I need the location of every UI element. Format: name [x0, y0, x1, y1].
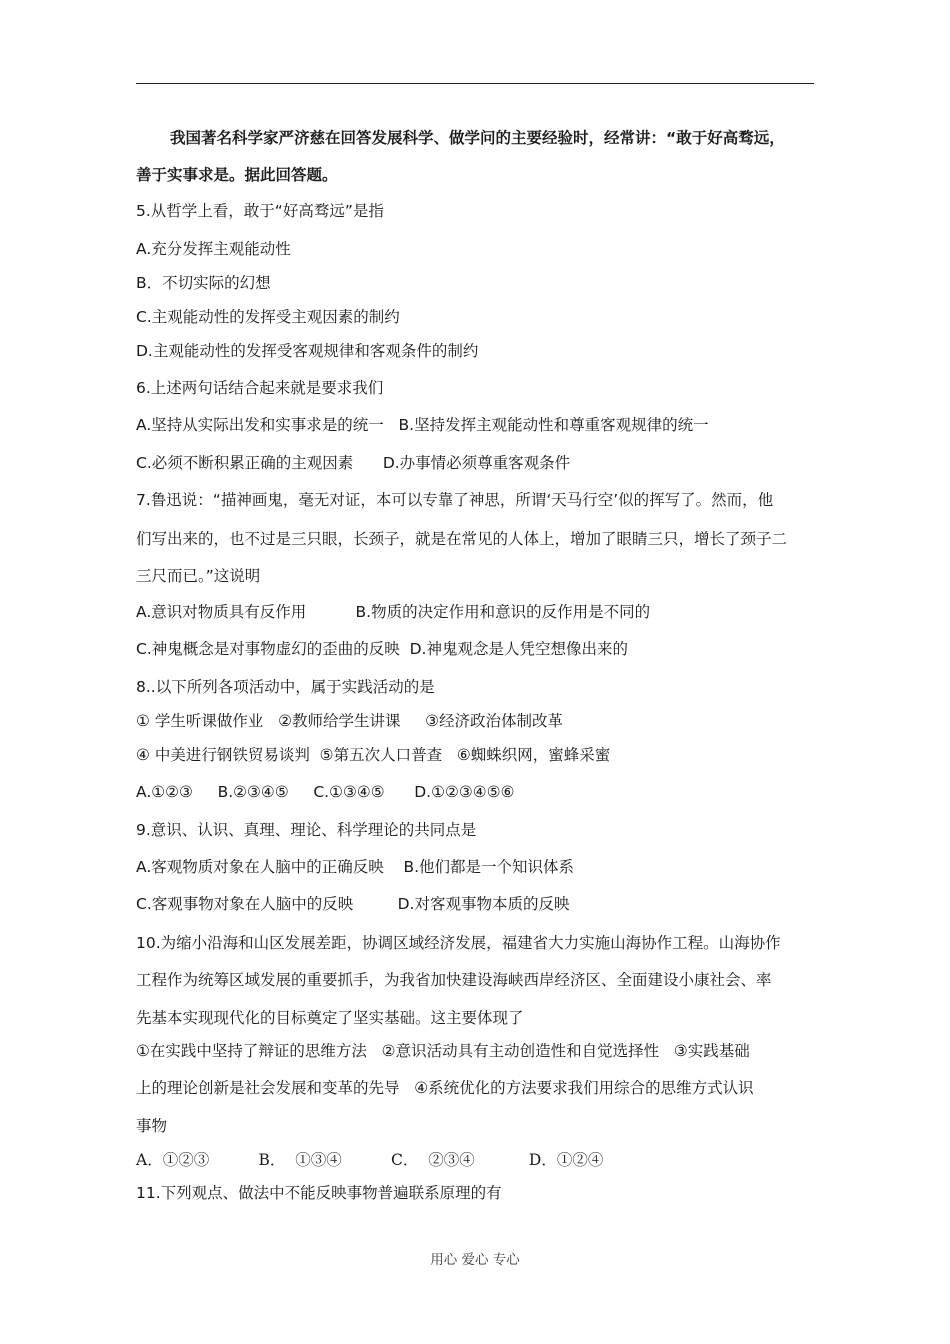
q6-options-ab: A.坚持从实际出发和实事求是的统一 B.坚持发挥主观能动性和尊重客观规律的统一 [136, 416, 709, 434]
q7-options-ab: A.意识对物质具有反作用 B.物质的决定作用和意识的反作用是不同的 [136, 603, 651, 621]
q7-stem-1: 7.鲁迅说：“描神画鬼，毫无对证，本可以专靠了神思，所谓‘天马行空’似的挥写了。然而，他 [136, 491, 774, 509]
q7-options-cd: C.神鬼概念是对事物虚幻的歪曲的反映 D.神鬼观念是人凭空想像出来的 [136, 640, 628, 658]
q5-stem: 5.从哲学上看，敢于“好高骛远”是指 [136, 202, 384, 220]
q8-stem: 8..以下所列各项活动中，属于实践活动的是 [136, 678, 435, 696]
q5-option-b: B．不切实际的幻想 [136, 274, 271, 292]
q7-stem-3: 三尺而已。”这说明 [136, 567, 261, 585]
q8-items-1: ① 学生听课做作业 ②教师给学生讲课 ③经济政治体制改革 [136, 712, 564, 730]
q7-stem-2: 们写出来的，也不过是三只眼，长颈子，就是在常见的人体上，增加了眼睛三只，增长了颈子二 [136, 530, 788, 548]
q11-stem: 11.下列观点、做法中不能反映事物普遍联系原理的有 [136, 1184, 502, 1202]
q10-items-2: 上的理论创新是社会发展和变革的先导 ④系统优化的方法要求我们用综合的思维方式认识 [136, 1079, 754, 1097]
q8-options: A.①②③ B.②③④⑤ C.①③④⑤ D.①②③④⑤⑥ [136, 783, 515, 801]
page-footer: 用心 爱心 专心 [430, 1252, 520, 1268]
q5-option-a: A.充分发挥主观能动性 [136, 240, 291, 258]
q9-stem: 9.意识、认识、真理、理论、科学理论的共同点是 [136, 821, 477, 839]
q10-items-3: 事物 [136, 1117, 168, 1135]
header-rule [136, 83, 814, 84]
q10-items-1: ①在实践中坚持了辩证的思维方法 ②意识活动具有主动创造性和自觉选择性 ③实践基础 [136, 1042, 750, 1060]
q5-option-c: C.主观能动性的发挥受主观因素的制约 [136, 308, 400, 326]
q6-options-cd: C.必须不断积累正确的主观因素 D.办事情必须尊重客观条件 [136, 454, 571, 472]
q9-options-ab: A.客观物质对象在人脑中的正确反映 B.他们都是一个知识体系 [136, 858, 575, 876]
intro-line-2: 善于实事求是。据此回答题。 [136, 166, 338, 184]
q9-options-cd: C.客观事物对象在人脑中的反映 D.对客观事物本质的反映 [136, 895, 570, 913]
q10-options: A．①②③ B． ①③④ C． ②③④ D．①②④ [136, 1151, 604, 1169]
q5-option-d: D.主观能动性的发挥受客观规律和客观条件的制约 [136, 342, 479, 360]
q8-items-2: ④ 中美进行钢铁贸易谈判 ⑤第五次人口普查 ⑥蜘蛛织网，蜜蜂采蜜 [136, 746, 611, 764]
q10-stem-2: 工程作为统筹区域发展的重要抓手，为我省加快建设海峡西岸经济区、全面建设小康社会、率 [136, 971, 772, 989]
intro-line-1: 我国著名科学家严济慈在回答发展科学、做学问的主要经验时，经常讲：“敢于好高骛远， [170, 129, 785, 147]
q10-stem-3: 先基本实现现代化的目标奠定了坚实基础。这主要体现了 [136, 1009, 524, 1027]
q6-stem: 6.上述两句话结合起来就是要求我们 [136, 379, 384, 397]
q10-stem-1: 10.为缩小沿海和山区发展差距，协调区域经济发展，福建省大力实施山海协作工程。山海协作 [136, 934, 781, 952]
